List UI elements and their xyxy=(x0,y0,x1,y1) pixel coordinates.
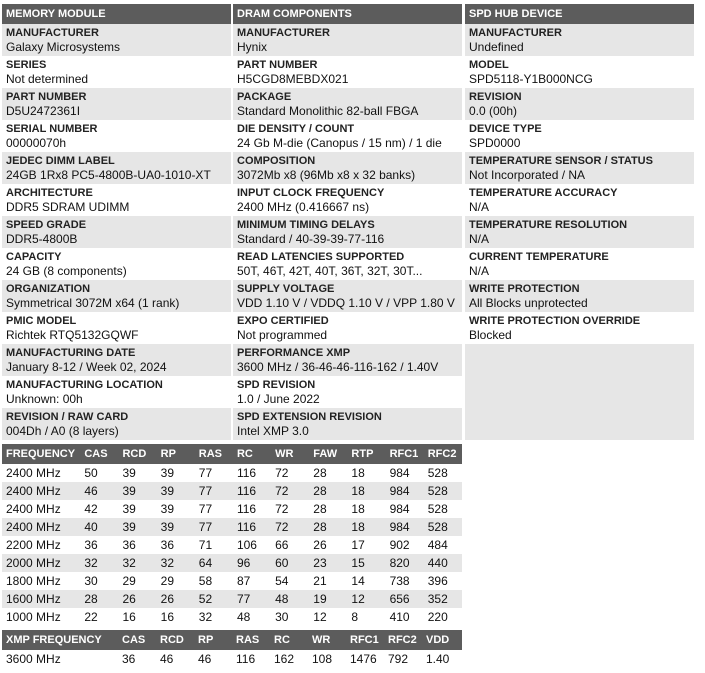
spec-field xyxy=(465,88,694,120)
table-cell: 1476 xyxy=(350,652,377,666)
column-header: RCD xyxy=(118,444,156,464)
table-cell: 116 xyxy=(236,502,257,516)
spec-field xyxy=(465,24,694,56)
column-header: RCD xyxy=(156,630,194,650)
table-cell: 42 xyxy=(84,502,98,516)
table-row xyxy=(2,518,462,536)
spec-field xyxy=(465,120,694,152)
spec-field-value: D5U2472361I xyxy=(6,104,81,118)
spec-field xyxy=(233,376,462,408)
spec-field-value: VDD 1.10 V / VDDQ 1.10 V / VPP 1.80 V xyxy=(237,296,455,310)
table-cell: 396 xyxy=(427,574,448,588)
table-cell: 2400 MHz xyxy=(6,502,61,516)
table-cell: 28 xyxy=(309,518,347,536)
table-cell: 108 xyxy=(312,652,333,666)
spec-field-value: 50T, 46T, 42T, 40T, 36T, 32T, 30T... xyxy=(237,264,423,278)
spec-field-label: DIE DENSITY / COUNT xyxy=(237,123,355,135)
table-cell: 116 xyxy=(233,482,271,500)
table-cell: 18 xyxy=(347,482,385,500)
spec-field-value: DDR5-4800B xyxy=(6,232,78,246)
table-cell: 21 xyxy=(313,574,327,588)
table-cell: 36 xyxy=(84,538,98,552)
spd-hub-filler xyxy=(465,344,694,440)
table-cell: 48 xyxy=(236,610,251,624)
spec-field-value: N/A xyxy=(469,200,490,214)
memory-module-panel xyxy=(2,4,231,440)
table-cell: 2400 MHz xyxy=(2,518,80,536)
table-cell: 50 xyxy=(84,466,98,480)
table-cell: 528 xyxy=(427,466,448,480)
column-header: RFC2 xyxy=(384,630,422,650)
table-cell: 26 xyxy=(313,538,327,552)
spec-field-label: SPD EXTENSION REVISION xyxy=(237,411,382,423)
spec-field-label: TEMPERATURE ACCURACY xyxy=(469,187,618,199)
spec-field xyxy=(465,312,694,344)
table-cell: 54 xyxy=(275,574,289,588)
table-cell: 72 xyxy=(271,518,309,536)
column-header: WR xyxy=(308,630,346,650)
spd-hub-header: SPD HUB DEVICE xyxy=(465,4,694,24)
spec-field-label: EXPO CERTIFIED xyxy=(237,315,329,327)
spec-field-label: WRITE PROTECTION OVERRIDE xyxy=(469,315,641,327)
table-row xyxy=(2,464,462,482)
table-cell: 39 xyxy=(118,482,156,500)
spec-field xyxy=(2,280,231,312)
table-cell: 8 xyxy=(351,610,359,624)
table-cell: 220 xyxy=(427,610,448,624)
spd-hub-panel xyxy=(465,4,694,440)
column-header: RAS xyxy=(232,630,270,650)
spec-field xyxy=(2,88,231,120)
spec-field-label: PART NUMBER xyxy=(237,59,318,71)
spec-field xyxy=(2,344,231,376)
column-header: RC xyxy=(233,444,271,464)
table-cell: 902 xyxy=(389,538,410,552)
table-cell: 14 xyxy=(351,574,365,588)
spec-field-value: Not determined xyxy=(6,72,89,86)
table-cell: 39 xyxy=(157,482,195,500)
column-header: FAW xyxy=(309,444,347,464)
table-cell: 39 xyxy=(160,502,174,516)
spec-field xyxy=(233,344,462,376)
spec-field xyxy=(233,216,462,248)
spec-field-label: COMPOSITION xyxy=(237,155,316,167)
column-header: RTP xyxy=(347,444,385,464)
table-cell: 16 xyxy=(160,610,174,624)
table-cell: 12 xyxy=(313,610,327,624)
spec-field xyxy=(2,120,231,152)
table-cell: 72 xyxy=(275,466,289,480)
spec-field xyxy=(233,152,462,184)
table-cell: 52 xyxy=(195,590,233,608)
spec-field xyxy=(2,184,231,216)
table-cell: 28 xyxy=(80,590,118,608)
spec-field-label: MANUFACTURER xyxy=(469,27,562,39)
table-cell: 2400 MHz xyxy=(6,466,61,480)
spec-field-label: ORGANIZATION xyxy=(6,283,91,295)
table-cell: 30 xyxy=(84,574,98,588)
spec-field-value: 3600 MHz / 36-46-46-116-162 / 1.40V xyxy=(237,360,439,374)
table-cell: 28 xyxy=(309,482,347,500)
spec-field-value: Not Incorporated / NA xyxy=(469,168,586,182)
spec-field xyxy=(2,248,231,280)
dram-components-header: DRAM COMPONENTS xyxy=(233,4,462,24)
spec-field-label: MANUFACTURING DATE xyxy=(6,347,136,359)
table-cell: 72 xyxy=(275,502,289,516)
spec-field-label: REVISION xyxy=(469,91,522,103)
dram-components-panel xyxy=(233,4,462,440)
table-cell: 77 xyxy=(233,590,271,608)
table-cell: 77 xyxy=(195,482,233,500)
spec-field-label: CURRENT TEMPERATURE xyxy=(469,251,609,263)
table-row xyxy=(2,500,462,518)
table-cell: 1.40 xyxy=(426,652,450,666)
table-cell: 984 xyxy=(389,502,410,516)
table-cell: 39 xyxy=(157,518,195,536)
spec-field-label: PMIC MODEL xyxy=(6,315,77,327)
spec-field-label: SUPPLY VOLTAGE xyxy=(237,283,335,295)
spec-field-value: 0.0 (00h) xyxy=(469,104,518,118)
spec-field xyxy=(2,312,231,344)
spec-field xyxy=(2,24,231,56)
table-cell: 36 xyxy=(122,652,136,666)
table-cell: 39 xyxy=(118,518,156,536)
spec-field-label: MANUFACTURER xyxy=(237,27,330,39)
table-cell: 106 xyxy=(236,538,257,552)
xmp-header-row xyxy=(2,630,462,650)
table-cell: 2000 MHz xyxy=(2,554,80,572)
spec-field-label: TEMPERATURE SENSOR / STATUS xyxy=(469,155,653,167)
spec-field xyxy=(465,56,694,88)
table-cell: 162 xyxy=(274,652,295,666)
table-cell: 3600 MHz xyxy=(6,652,61,666)
table-cell: 26 xyxy=(118,590,156,608)
column-header: RFC2 xyxy=(424,444,462,464)
table-cell: 12 xyxy=(347,590,385,608)
spec-field-value: Unknown: 00h xyxy=(6,392,83,406)
column-header: RAS xyxy=(195,444,233,464)
table-cell: 2400 MHz xyxy=(2,482,80,500)
spec-field-value: N/A xyxy=(469,232,490,246)
table-cell: 984 xyxy=(389,466,410,480)
table-cell: 48 xyxy=(271,590,309,608)
table-cell: 39 xyxy=(122,466,136,480)
spec-field-value: Blocked xyxy=(469,328,512,342)
spec-field xyxy=(233,24,462,56)
column-header: RP xyxy=(157,444,195,464)
spec-field-value: Richtek RTQ5132GQWF xyxy=(6,328,139,342)
spec-field xyxy=(465,248,694,280)
column-header: RC xyxy=(270,630,308,650)
timings-header-row xyxy=(2,444,462,464)
table-cell: 77 xyxy=(198,466,213,480)
table-cell: 528 xyxy=(427,502,448,516)
table-row xyxy=(2,572,462,590)
spec-field-label: INPUT CLOCK FREQUENCY xyxy=(237,187,385,199)
spec-field-label: MANUFACTURING LOCATION xyxy=(6,379,163,391)
spd-hub-fields xyxy=(465,24,694,344)
table-cell: 28 xyxy=(313,502,327,516)
spec-field-label: WRITE PROTECTION xyxy=(469,283,580,295)
table-cell: 77 xyxy=(198,502,213,516)
table-cell: 116 xyxy=(233,518,271,536)
spec-field-label: DEVICE TYPE xyxy=(469,123,542,135)
table-cell: 410 xyxy=(389,610,410,624)
table-cell: 32 xyxy=(157,554,195,572)
spec-field-value: DDR5 SDRAM UDIMM xyxy=(6,200,130,214)
spec-field xyxy=(233,120,462,152)
spec-field-value: 24GB 1Rx8 PC5-4800B-UA0-1010-XT xyxy=(6,168,211,182)
table-cell: 32 xyxy=(118,554,156,572)
spec-field-label: SPEED GRADE xyxy=(6,219,87,231)
spec-field xyxy=(233,56,462,88)
table-cell: 984 xyxy=(386,482,424,500)
spec-field xyxy=(233,312,462,344)
table-cell: 46 xyxy=(80,482,118,500)
column-header: FREQUENCY xyxy=(2,444,80,464)
table-cell: 484 xyxy=(427,538,448,552)
table-cell: 1000 MHz xyxy=(6,610,61,624)
spec-field xyxy=(233,184,462,216)
spec-field xyxy=(465,280,694,312)
table-cell: 96 xyxy=(233,554,271,572)
table-row xyxy=(2,482,462,500)
timings-table xyxy=(2,444,462,626)
spec-field-value: H5CGD8MEBDX021 xyxy=(237,72,349,86)
spec-field-label: PACKAGE xyxy=(237,91,292,103)
spec-field-value: 2400 MHz (0.416667 ns) xyxy=(237,200,370,214)
table-cell: 36 xyxy=(122,538,136,552)
spec-field xyxy=(2,216,231,248)
spec-field-value: 1.0 / June 2022 xyxy=(237,392,320,406)
spec-field-value: All Blocks unprotected xyxy=(469,296,588,310)
table-cell: 26 xyxy=(157,590,195,608)
spec-field-value: 3072Mb x8 (96Mb x8 x 32 banks) xyxy=(237,168,416,182)
table-cell: 2200 MHz xyxy=(6,538,61,552)
table-cell: 28 xyxy=(313,466,327,480)
spec-field-value: 004Dh / A0 (8 layers) xyxy=(6,424,119,438)
table-row xyxy=(2,608,462,626)
table-cell: 116 xyxy=(236,466,257,480)
spec-field xyxy=(233,280,462,312)
spec-field-label: MINIMUM TIMING DELAYS xyxy=(237,219,375,231)
table-cell: 656 xyxy=(386,590,424,608)
spec-field-label: MANUFACTURER xyxy=(6,27,99,39)
table-cell: 352 xyxy=(424,590,462,608)
spec-field xyxy=(233,248,462,280)
spec-field-value: 00000070h xyxy=(6,136,67,150)
spec-field-value: SPD5118-Y1B000NCG xyxy=(469,72,593,86)
table-cell: 18 xyxy=(351,466,365,480)
table-cell: 738 xyxy=(389,574,410,588)
spec-field-value: Standard / 40-39-39-77-116 xyxy=(237,232,385,246)
spec-field-value: Undefined xyxy=(469,40,524,54)
table-cell: 18 xyxy=(351,502,365,516)
spec-field xyxy=(2,408,231,440)
spec-field xyxy=(465,216,694,248)
spec-field xyxy=(465,152,694,184)
spec-field xyxy=(2,56,231,88)
spec-field-value: Not programmed xyxy=(237,328,328,342)
table-cell: 60 xyxy=(271,554,309,572)
spec-field-value: 24 Gb M-die (Canopus / 15 nm) / 1 die xyxy=(237,136,442,150)
spec-field-value: Symmetrical 3072M x64 (1 rank) xyxy=(6,296,180,310)
table-cell: 1600 MHz xyxy=(2,590,80,608)
column-header: XMP FREQUENCY xyxy=(2,630,118,650)
column-header: WR xyxy=(271,444,309,464)
spec-field-label: SERIAL NUMBER xyxy=(6,123,98,135)
column-header: RFC1 xyxy=(346,630,384,650)
spec-field xyxy=(233,408,462,440)
table-cell: 32 xyxy=(80,554,118,572)
table-cell: 23 xyxy=(309,554,347,572)
column-header: VDD xyxy=(422,630,462,650)
table-cell: 46 xyxy=(160,652,174,666)
spec-field-label: MODEL xyxy=(469,59,509,71)
spec-field xyxy=(2,376,231,408)
table-cell: 29 xyxy=(160,574,174,588)
table-cell: 77 xyxy=(195,518,233,536)
table-cell: 792 xyxy=(388,652,409,666)
xmp-table xyxy=(2,630,462,668)
table-cell: 64 xyxy=(195,554,233,572)
table-cell: 22 xyxy=(84,610,98,624)
memory-module-fields xyxy=(2,24,231,440)
column-header: CAS xyxy=(80,444,118,464)
table-cell: 36 xyxy=(160,538,174,552)
table-cell: 66 xyxy=(275,538,289,552)
table-cell: 71 xyxy=(198,538,213,552)
table-cell: 32 xyxy=(198,610,213,624)
spec-field-value: Hynix xyxy=(237,40,268,54)
memory-module-header: MEMORY MODULE xyxy=(2,4,231,24)
column-header: RP xyxy=(194,630,232,650)
spec-field xyxy=(465,184,694,216)
spec-field-label: SERIES xyxy=(6,59,47,71)
spec-field-value: Intel XMP 3.0 xyxy=(237,424,309,438)
table-row xyxy=(2,650,462,668)
table-cell: 116 xyxy=(236,652,256,666)
table-row xyxy=(2,536,462,554)
spec-field xyxy=(2,152,231,184)
spec-field-label: JEDEC DIMM LABEL xyxy=(6,155,115,167)
table-cell: 72 xyxy=(271,482,309,500)
table-cell: 1800 MHz xyxy=(6,574,61,588)
table-cell: 440 xyxy=(424,554,462,572)
table-cell: 30 xyxy=(275,610,289,624)
spec-field-label: TEMPERATURE RESOLUTION xyxy=(469,219,628,231)
spec-field-label: READ LATENCIES SUPPORTED xyxy=(237,251,405,263)
spec-field-value: SPD0000 xyxy=(469,136,521,150)
table-cell: 820 xyxy=(386,554,424,572)
table-cell: 15 xyxy=(347,554,385,572)
spec-field-value: January 8-12 / Week 02, 2024 xyxy=(6,360,167,374)
dram-components-fields xyxy=(233,24,462,440)
table-cell: 984 xyxy=(386,518,424,536)
column-header: RFC1 xyxy=(386,444,424,464)
spec-field-value: 24 GB (8 components) xyxy=(6,264,127,278)
spec-field-value: Standard Monolithic 82-ball FBGA xyxy=(237,104,419,118)
spec-field-label: CAPACITY xyxy=(6,251,62,263)
table-cell: 39 xyxy=(160,466,174,480)
spec-field-label: SPD REVISION xyxy=(237,379,316,391)
table-cell: 39 xyxy=(122,502,136,516)
table-row xyxy=(2,554,462,572)
spec-field-value: Galaxy Microsystems xyxy=(6,40,121,54)
table-cell: 46 xyxy=(198,652,212,666)
table-row xyxy=(2,590,462,608)
table-cell: 18 xyxy=(347,518,385,536)
table-cell: 16 xyxy=(122,610,136,624)
spec-field-label: REVISION / RAW CARD xyxy=(6,411,129,423)
spec-field xyxy=(233,88,462,120)
table-cell: 528 xyxy=(424,482,462,500)
table-cell: 40 xyxy=(80,518,118,536)
spec-field-label: PERFORMANCE XMP xyxy=(237,347,351,359)
table-cell: 58 xyxy=(198,574,213,588)
spec-field-value: N/A xyxy=(469,264,490,278)
spec-field-label: PART NUMBER xyxy=(6,91,87,103)
table-cell: 87 xyxy=(236,574,251,588)
table-cell: 19 xyxy=(309,590,347,608)
spec-field-label: ARCHITECTURE xyxy=(6,187,93,199)
column-header: CAS xyxy=(118,630,156,650)
table-cell: 29 xyxy=(122,574,136,588)
table-cell: 17 xyxy=(351,538,365,552)
table-cell: 528 xyxy=(424,518,462,536)
